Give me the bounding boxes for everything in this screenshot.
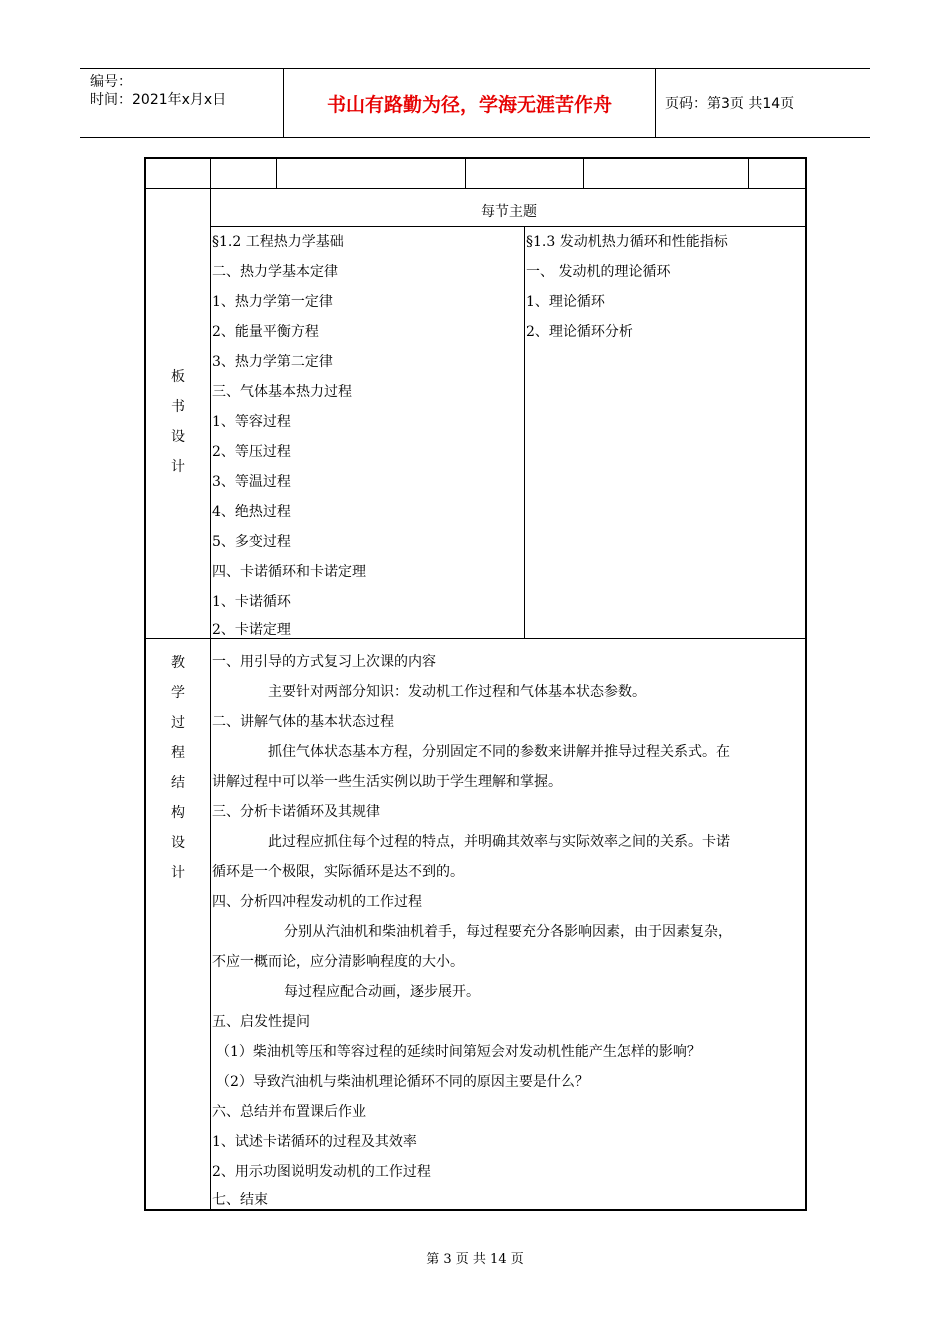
process-line: 四、分析四冲程发动机的工作过程 <box>212 894 422 910</box>
board-right-line: 一、 发动机的理论循环 <box>526 264 671 280</box>
board-left-line: 三、气体基本热力过程 <box>212 384 352 400</box>
board-left-line: 四、卡诺循环和卡诺定理 <box>212 564 366 580</box>
process-line: 2、用示功图说明发动机的工作过程 <box>212 1164 431 1180</box>
process-line: 一、用引导的方式复习上次课的内容 <box>212 654 436 670</box>
process-line: 三、分析卡诺循环及其规律 <box>212 804 380 820</box>
board-right-line: 1、理论循环 <box>526 294 605 310</box>
document-header <box>80 68 870 138</box>
process-line: 七、结束 <box>212 1192 268 1208</box>
board-left-line: 3、热力学第二定律 <box>212 354 333 370</box>
board-left-line: 1、热力学第一定律 <box>212 294 333 310</box>
process-line: （2）导致汽油机与柴油机理论循环不同的原因主要是什么？ <box>216 1074 589 1090</box>
process-label-char: 教 <box>171 655 185 671</box>
time-label: 时间：2021年x月x日 <box>90 92 227 108</box>
process-label-char: 计 <box>171 865 185 881</box>
process-line: 讲解过程中可以举一些生活实例以助于学生理解和掌握。 <box>212 774 562 790</box>
header-meta <box>80 69 283 137</box>
process-line: 抓住气体状态基本方程，分别固定不同的参数来讲解并推导过程关系式。在 <box>268 744 730 760</box>
board-left-line: 5、多变过程 <box>212 534 291 550</box>
process-label-char: 构 <box>171 805 185 821</box>
process-line: 五、启发性提问 <box>212 1014 310 1030</box>
board-left-line: 二、热力学基本定律 <box>212 264 338 280</box>
board-left-line: 1、卡诺循环 <box>212 594 291 610</box>
process-line: 六、总结并布置课后作业 <box>212 1104 366 1120</box>
board-left-line: 3、等温过程 <box>212 474 291 490</box>
page-footer: 第 3 页 共 14 页 <box>426 1252 524 1267</box>
process-line: 每过程应配合动画，逐步展开。 <box>284 984 480 1000</box>
process-line: 循环是一个极限，实际循环是达不到的。 <box>212 864 464 880</box>
board-left-line: 1、等容过程 <box>212 414 291 430</box>
board-left-line: 2、卡诺定理 <box>212 622 291 638</box>
process-label-char: 程 <box>171 745 185 761</box>
board-label-char: 计 <box>171 459 185 475</box>
header-page-info: 页码：第3页 共14页 <box>665 96 795 112</box>
process-line: 1、试述卡诺循环的过程及其效率 <box>212 1134 417 1150</box>
header-motto: 书山有路勤为径，学海无涯苦作舟 <box>283 69 656 137</box>
process-label-char: 学 <box>171 685 185 701</box>
process-label-char: 结 <box>171 775 185 791</box>
board-right-line: §1.3 发动机热力循环和性能指标 <box>526 234 728 250</box>
board-label-char: 书 <box>171 399 185 415</box>
board-left-line: 4、绝热过程 <box>212 504 291 520</box>
board-left-line: 2、等压过程 <box>212 444 291 460</box>
board-label-char: 板 <box>171 369 185 385</box>
code-label: 编号： <box>90 74 132 90</box>
process-label-char: 设 <box>171 835 185 851</box>
board-left-line: §1.2 工程热力学基础 <box>212 234 344 250</box>
board-left-line: 2、能量平衡方程 <box>212 324 319 340</box>
section-title: 每节主题 <box>481 204 537 220</box>
process-line: 分别从汽油机和柴油机着手，每过程要充分各影响因素，由于因素复杂， <box>284 924 732 940</box>
process-line: 此过程应抓住每个过程的特点，并明确其效率与实际效率之间的关系。卡诺 <box>268 834 730 850</box>
process-line: （1）柴油机等压和等容过程的延续时间第短会对发动机性能产生怎样的影响？ <box>216 1044 701 1060</box>
process-line: 主要针对两部分知识：发动机工作过程和气体基本状态参数。 <box>268 684 646 700</box>
process-line: 不应一概而论，应分清影响程度的大小。 <box>212 954 464 970</box>
process-label-char: 过 <box>171 715 185 731</box>
process-line: 二、讲解气体的基本状态过程 <box>212 714 394 730</box>
board-right-line: 2、理论循环分析 <box>526 324 633 340</box>
board-label-char: 设 <box>171 429 185 445</box>
